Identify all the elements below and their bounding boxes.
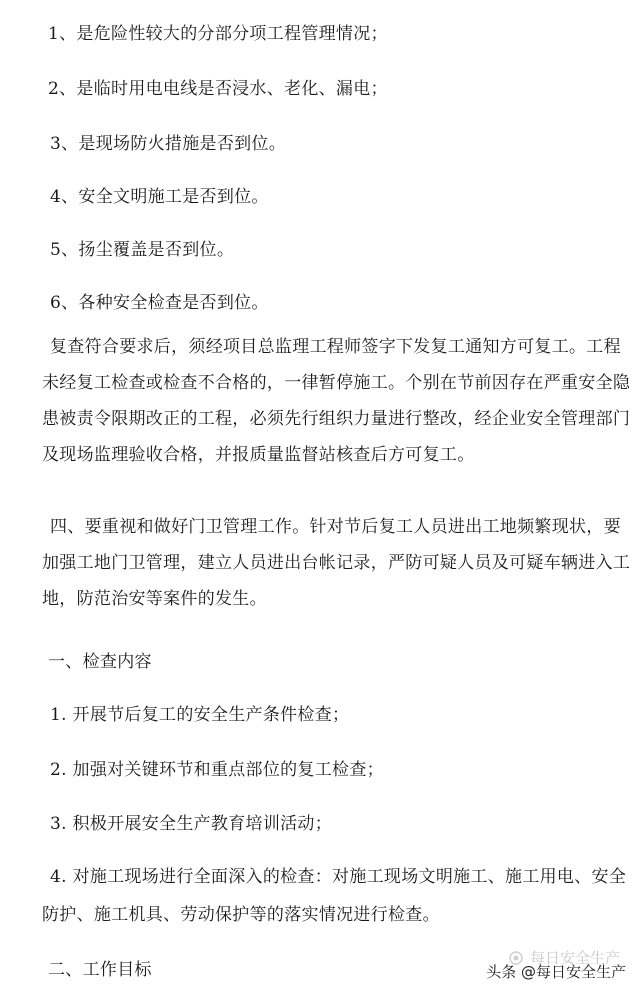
watermark-text: 头条 @每日安全生产 bbox=[486, 963, 626, 981]
list-line-5: 5、扬尘覆盖是否到位。 bbox=[50, 240, 235, 260]
list-line-6: 6、各种安全检查是否到位。 bbox=[50, 293, 269, 313]
list-line-3: 3、是现场防火措施是否到位。 bbox=[50, 134, 287, 154]
paragraph-recheck: 复查符合要求后，须经项目总监理工程师签字下发复工通知方可复工。工程未经复工检查或检查不合格的，一律暂停施工。个别在节前因存在严重安全隐患被责令限期改正的工程，必须先行组织力量进行整改，经企业安全管理部门及现场监理验收合格，并报质量监督站核查后方可复工。 bbox=[42, 337, 631, 465]
check-item-1: 1. 开展节后复工的安全生产条件检查； bbox=[50, 705, 350, 725]
list-line-4: 4、安全文明施工是否到位。 bbox=[50, 187, 269, 207]
faded-watermark-text: 每日安全生产 bbox=[529, 949, 620, 967]
paragraph-gate-management: 四、要重视和做好门卫管理工作。针对节后复工人员进出工地频繁现状，要加强工地门卫管理，建立人员进出台帐记录，严防可疑人员及可疑车辆进入工地，防范治安等案件的发生。 bbox=[42, 517, 631, 609]
list-line-2: 2、是临时用电电线是否浸水、老化、漏电； bbox=[48, 79, 388, 99]
check-item-4: 4. 对施工现场进行全面深入的检查：对施工现场文明施工、施工用电、安全防护、施工机具、劳动保护等的落实情况进行检查。 bbox=[42, 867, 627, 925]
check-item-2: 2. 加强对关键环节和重点部位的复工检查； bbox=[50, 760, 384, 780]
section-heading-work-goal: 二、工作目标 bbox=[48, 960, 152, 980]
check-item-3: 3. 积极开展安全生产教育培训活动； bbox=[50, 814, 333, 834]
section-heading-check-content: 一、检查内容 bbox=[48, 652, 152, 672]
list-line-1: 1、是危险性较大的分部分项工程管理情况； bbox=[48, 24, 388, 44]
source-watermark bbox=[486, 961, 626, 982]
